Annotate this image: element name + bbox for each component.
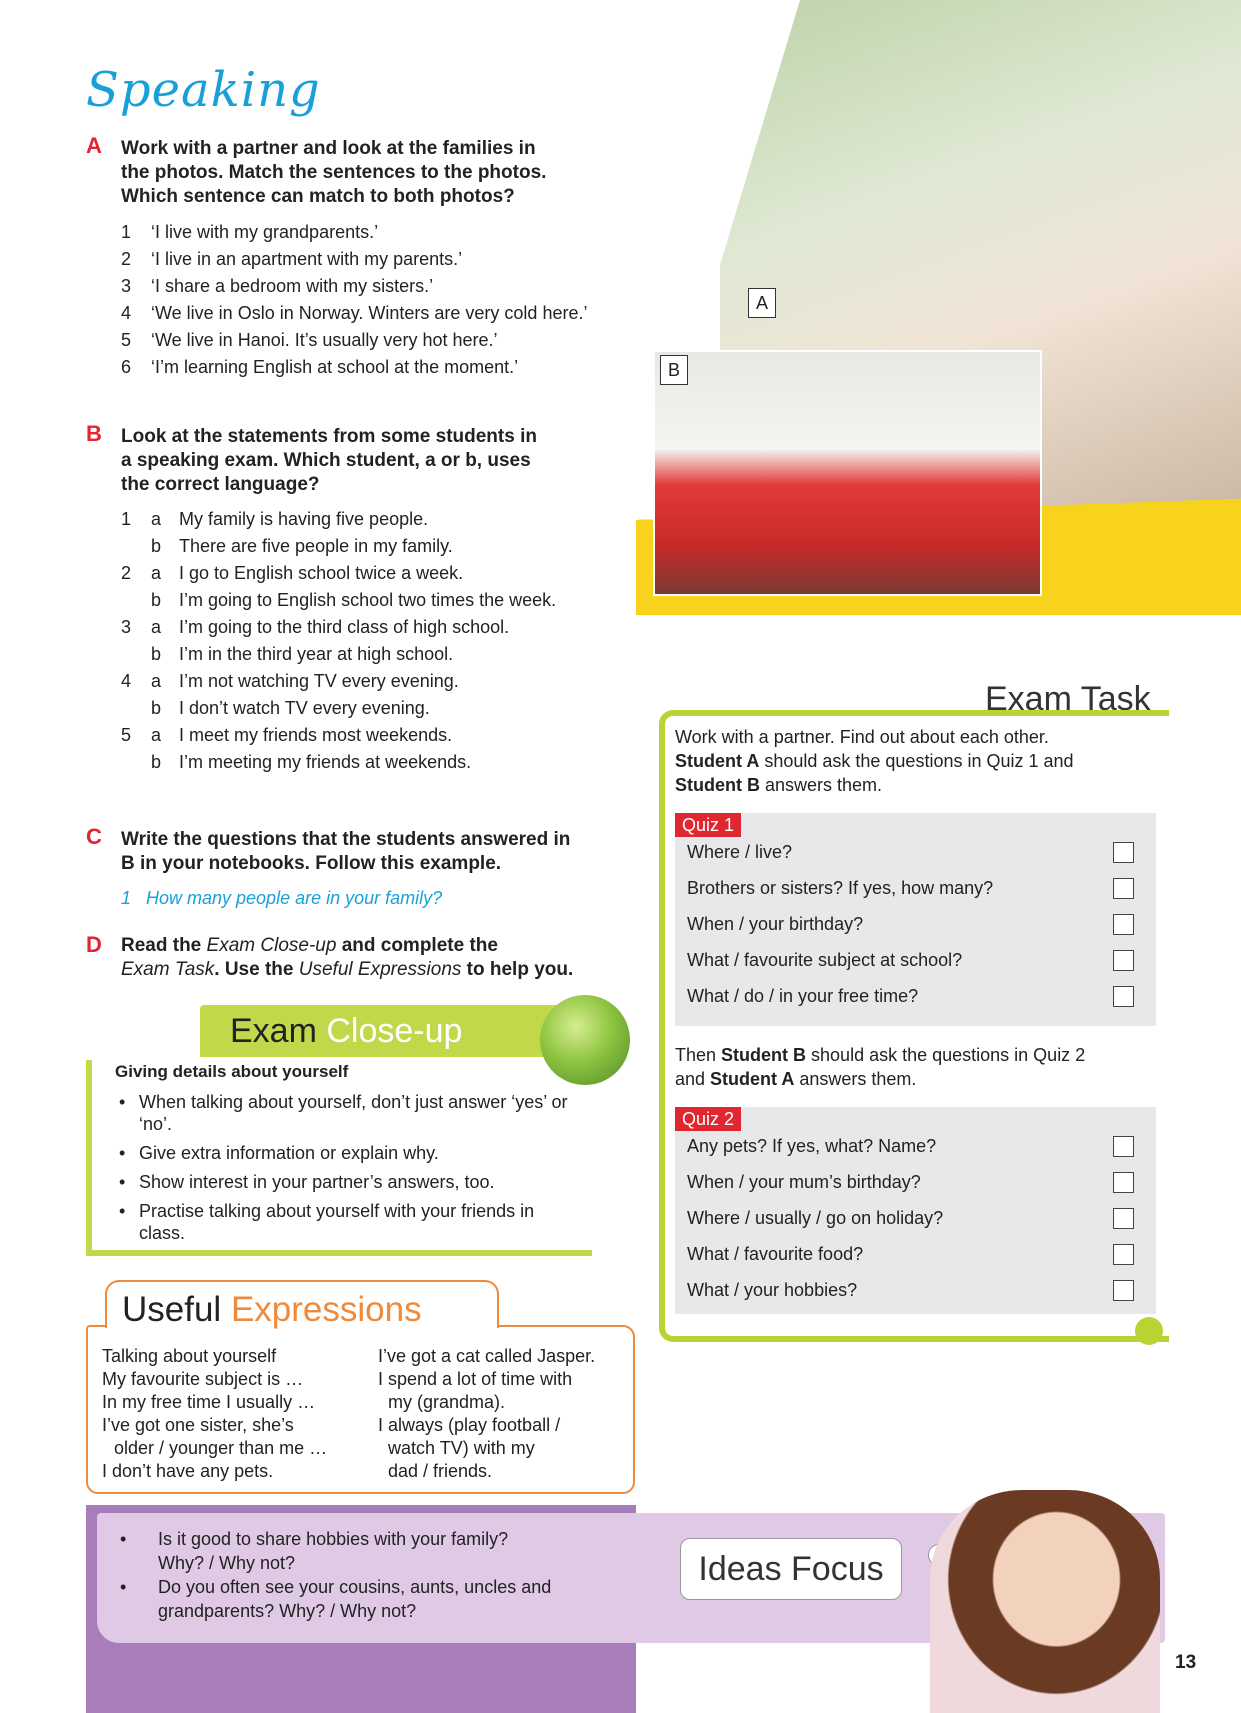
list-item: My favourite subject is … (102, 1369, 304, 1389)
checkbox[interactable] (1113, 1244, 1134, 1265)
list-item: b I’m meeting my friends at weekends. (151, 752, 472, 772)
section-a-instructions (121, 137, 546, 209)
list-item: dad / friends. (388, 1461, 493, 1481)
list-item: I spend a lot of time with (378, 1369, 573, 1389)
useful-expressions-heading: Talking about yourself (102, 1346, 277, 1366)
checkbox[interactable] (1113, 842, 1134, 863)
exam-close-up-title: Exam Close-up (230, 1012, 463, 1050)
quiz-item: What / favourite food? (687, 1236, 1156, 1272)
exam-close-up-heading: Giving details about yourself (115, 1062, 349, 1081)
quiz-item: When / your mum’s birthday? (687, 1164, 1156, 1200)
section-a-letter: A (86, 133, 102, 158)
section-a-line: the photos. Match the sentences to the photos. (121, 162, 547, 183)
quiz-2-box (675, 1107, 1156, 1314)
list-item: 3 a I’m going to the third class of high school. (121, 617, 510, 637)
quiz-item: What / your hobbies? (687, 1272, 1156, 1308)
list-item: I always (play football / (378, 1415, 561, 1435)
quiz-item: Where / usually / go on holiday? (687, 1200, 1156, 1236)
list-item: 5 a I meet my friends most weekends. (121, 725, 453, 745)
checkbox[interactable] (1113, 878, 1134, 899)
checkbox[interactable] (1113, 1208, 1134, 1229)
list-item: 6 ‘I’m learning English at school at the moment.’ (121, 357, 519, 377)
section-d-letter: D (86, 932, 102, 957)
list-item: 2 ‘I live in an apartment with my parents.’ (121, 249, 463, 269)
checkbox[interactable] (1113, 950, 1134, 971)
list-item: watch TV) with my (388, 1438, 535, 1458)
ideas-focus-questions (120, 1527, 660, 1623)
list-item: 5 ‘We live in Hanoi. It’s usually very hot here.’ (121, 330, 498, 350)
list-item: older / younger than me … (114, 1438, 328, 1458)
section-a-line: Which sentence can match to both photos? (121, 186, 515, 207)
exam-task-intro: Work with a partner. Find out about each other. Student A should ask the questions in Quiz 1 and Student B answers them. (675, 727, 1074, 795)
section-c-example: 1 How many people are in your family? (121, 888, 443, 908)
list-item: • Is it good to share hobbies with your family? Why? / Why not? (120, 1529, 509, 1573)
section-a-list (121, 219, 587, 381)
section-c-line: Write the questions that the students answered in (121, 829, 571, 850)
list-item: 4 a I’m not watching TV every evening. (121, 671, 459, 691)
exam-close-up-bullets (115, 1091, 585, 1244)
page-number: 13 (1175, 1652, 1197, 1673)
section-b-letter: B (86, 421, 102, 446)
section-b-list (121, 506, 556, 776)
section-c-instructions (121, 828, 570, 876)
page-title: Speaking (86, 62, 321, 118)
list-item: In my free time I usually … (102, 1392, 316, 1412)
list-item: b I’m in the third year at high school. (151, 644, 454, 664)
lime-dot (1135, 1317, 1163, 1345)
quiz-item: Where / live? (687, 834, 1156, 870)
quiz-item: What / do / in your free time? (687, 978, 1156, 1014)
list-item: 4 ‘We live in Oslo in Norway. Winters are very cold here.’ (121, 303, 588, 323)
useful-expressions-col1 (102, 1345, 362, 1483)
quiz-item: Any pets? If yes, what? Name? (687, 1128, 1156, 1164)
list-item: b I’m going to English school two times the week. (151, 590, 557, 610)
list-item: I’ve got one sister, she’s (102, 1415, 294, 1435)
list-item: I don’t have any pets. (102, 1461, 274, 1481)
quiz-item: What / favourite subject at school? (687, 942, 1156, 978)
ideas-focus-title: Ideas Focus (680, 1538, 902, 1600)
checkbox[interactable] (1113, 1172, 1134, 1193)
photo-a-label: A (748, 288, 776, 318)
section-d-instructions: Read the Exam Close-up and complete the Exam Task. Use the Useful Expressions to help you. (121, 935, 574, 980)
list-item: • Practise talking about yourself with your friends in class. (115, 1200, 585, 1244)
exam-task-then: Then Student B should ask the questions in Quiz 2 and Student A answers them. (675, 1045, 1086, 1089)
section-b-line: Look at the statements from some students in (121, 426, 537, 447)
section-c-letter: C (86, 824, 102, 849)
checkbox[interactable] (1113, 1280, 1134, 1301)
list-item: b There are five people in my family. (151, 536, 453, 556)
list-item: I’ve got a cat called Jasper. (378, 1346, 596, 1366)
girl-photo (930, 1490, 1160, 1713)
list-item: my (grandma). (388, 1392, 506, 1412)
quiz-item: Brothers or sisters? If yes, how many? (687, 870, 1156, 906)
section-a-line: Work with a partner and look at the families in (121, 138, 536, 159)
list-item: 3 ‘I share a bedroom with my sisters.’ (121, 276, 434, 296)
photo-family-b (653, 350, 1042, 596)
section-b-instructions (121, 425, 537, 497)
list-item: • Give extra information or explain why. (115, 1142, 585, 1164)
exam-task-title: Exam Task (985, 680, 1151, 718)
useful-expressions-title: Useful Expressions (122, 1290, 422, 1329)
list-item: 2 a I go to English school twice a week. (121, 563, 464, 583)
list-item: • Show interest in your partner’s answers, too. (115, 1171, 585, 1193)
photo-b-label: B (660, 355, 688, 385)
list-item: 1 ‘I live with my grandparents.’ (121, 222, 379, 242)
section-c-line: B in your notebooks. Follow this example. (121, 853, 502, 874)
list-item: • When talking about yourself, don’t just answer ‘yes’ or ‘no’. (115, 1091, 585, 1135)
list-item: b I don’t watch TV every evening. (151, 698, 430, 718)
list-item: • Do you often see your cousins, aunts, uncles and grandparents? Why? / Why not? (120, 1577, 552, 1621)
checkbox[interactable] (1113, 914, 1134, 935)
checkbox[interactable] (1113, 986, 1134, 1007)
quiz-1-box (675, 813, 1156, 1026)
useful-expressions-col2 (378, 1345, 628, 1483)
quiz-1-label: Quiz 1 (675, 813, 741, 837)
quiz-2-label: Quiz 2 (675, 1107, 741, 1131)
quiz-item: When / your birthday? (687, 906, 1156, 942)
section-b-line: the correct language? (121, 474, 320, 495)
section-b-line: a speaking exam. Which student, a or b, uses (121, 450, 531, 471)
list-item: 1 a My family is having five people. (121, 509, 429, 529)
checkbox[interactable] (1113, 1136, 1134, 1157)
